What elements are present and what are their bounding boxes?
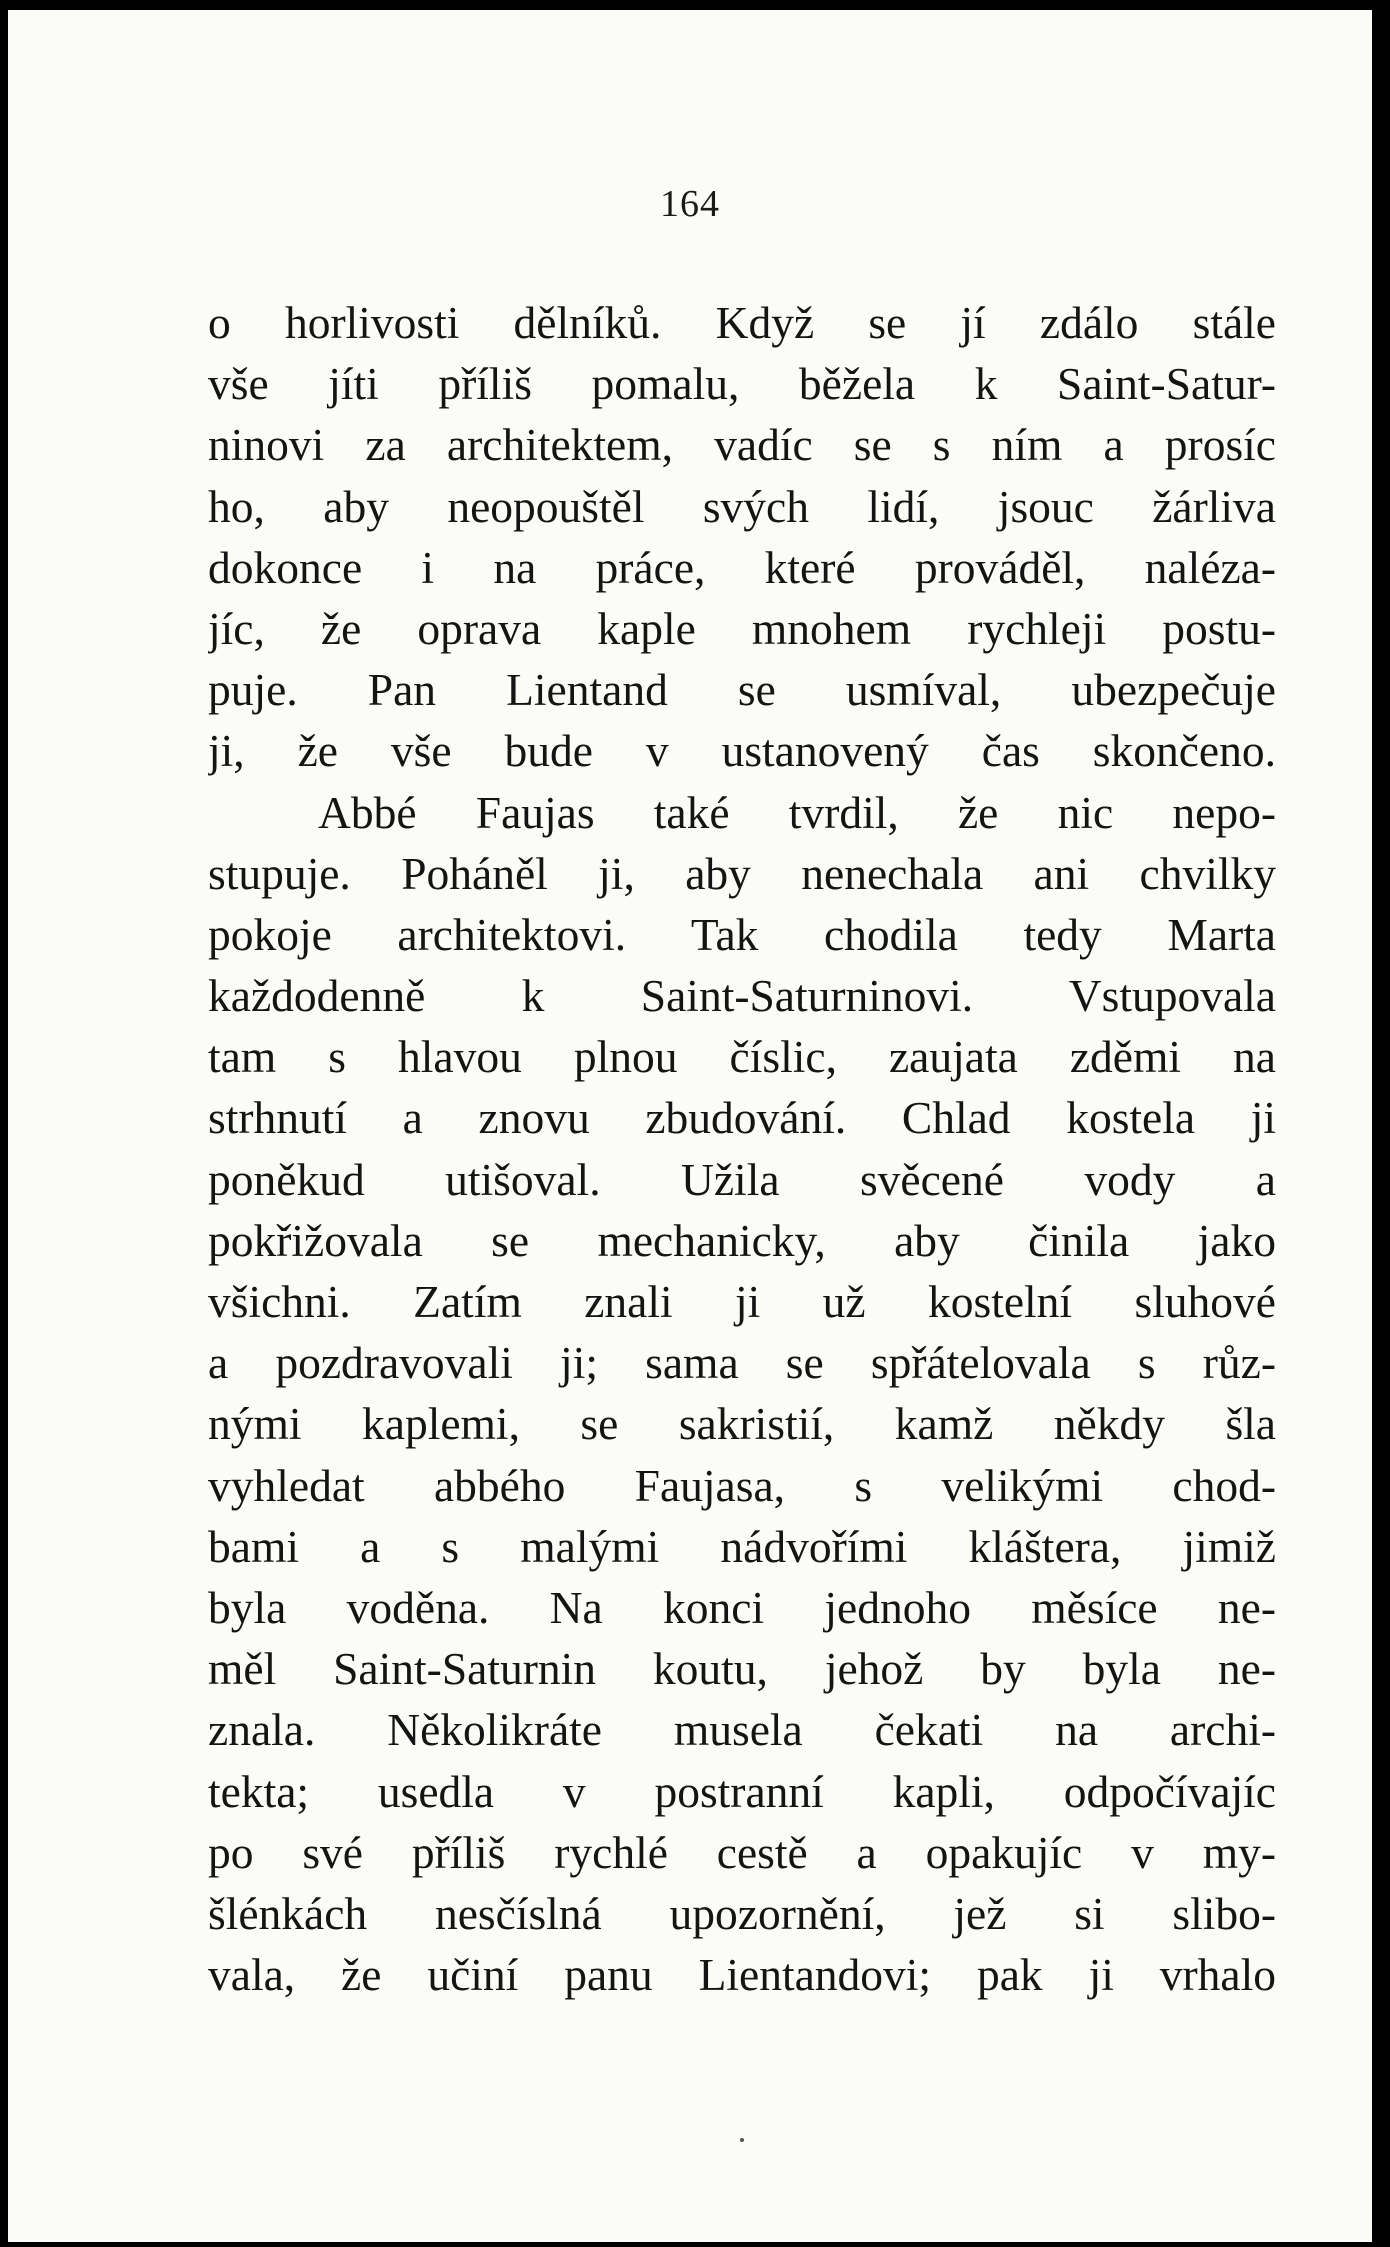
text-line: po své příliš rychlé cestě a opakujíc v my- <box>208 1826 1276 1878</box>
text-line: vyhledat abbého Faujasa, s velikými chod- <box>208 1459 1276 1511</box>
text-line: znala. Několikráte musela čekati na archi- <box>208 1704 1276 1756</box>
text-line: každodenně k Saint-Saturninovi. Vstupovala <box>208 970 1276 1022</box>
text-line: ho, aby neopouštěl svých lidí, jsouc žárliva <box>208 480 1276 532</box>
text-line: šlénkách nesčíslná upozornění, jež si slibo- <box>208 1887 1276 1939</box>
text-line: tekta; usedla v postranní kapli, odpočívajíc <box>208 1765 1276 1817</box>
text-line: a pozdravovali ji; sama se spřátelovala s růz- <box>208 1337 1276 1389</box>
page-number: 164 <box>660 183 720 225</box>
book-page <box>8 10 1372 2242</box>
text-line: o horlivosti dělníků. Když se jí zdálo stále <box>208 297 1276 348</box>
text-line: strhnutí a znovu zbudování. Chlad kostela ji <box>208 1092 1276 1144</box>
text-line: pokoje architektovi. Tak chodila tedy Marta <box>208 908 1276 960</box>
text-line: pokřižovala se mechanicky, aby činila jako <box>208 1214 1276 1266</box>
text-line: poněkud utišoval. Užila svěcené vody a <box>208 1153 1276 1205</box>
text-line: ji, že vše bude v ustanovený čas skončeno. <box>208 725 1276 777</box>
text-line: dokonce i na práce, které prováděl, nalézа- <box>208 541 1276 593</box>
text-line: bami a s malými nádvořími kláštera, jimiž <box>208 1520 1276 1572</box>
text-line: tam s hlavou plnou číslic, zaujata zděmi na <box>208 1031 1276 1083</box>
body-text <box>208 292 1276 2005</box>
text-line: všichni. Zatím znali ji už kostelní sluhové <box>208 1276 1276 1327</box>
text-line: puje. Pan Lientand se usmíval, ubezpečuje <box>208 664 1276 716</box>
text-line: stupuje. Poháněl ji, aby nenechala ani chvilky <box>208 847 1276 899</box>
text-line: byla voděna. Na konci jednoho měsíce ne- <box>208 1581 1276 1633</box>
text-line: měl Saint-Saturnin koutu, jehož by byla ne- <box>208 1643 1276 1695</box>
text-line: ninovi za architektem, vadíc se s ním a prosíc <box>208 419 1276 471</box>
text-line: vala, že učiní panu Lientandovi; pak ji vrhalo <box>208 1949 1276 2001</box>
paper-speck <box>740 2138 744 2142</box>
text-line: vše jíti příliš pomalu, běžela k Saint-Satur- <box>208 358 1276 410</box>
text-line: jíc, že oprava kaple mnohem rychleji postu- <box>208 602 1276 654</box>
text-line-indented: Abbé Faujas také tvrdil, že nic nepo- <box>318 786 1276 838</box>
text-line: nými kaplemi, se sakristií, kamž někdy šla <box>208 1398 1276 1450</box>
